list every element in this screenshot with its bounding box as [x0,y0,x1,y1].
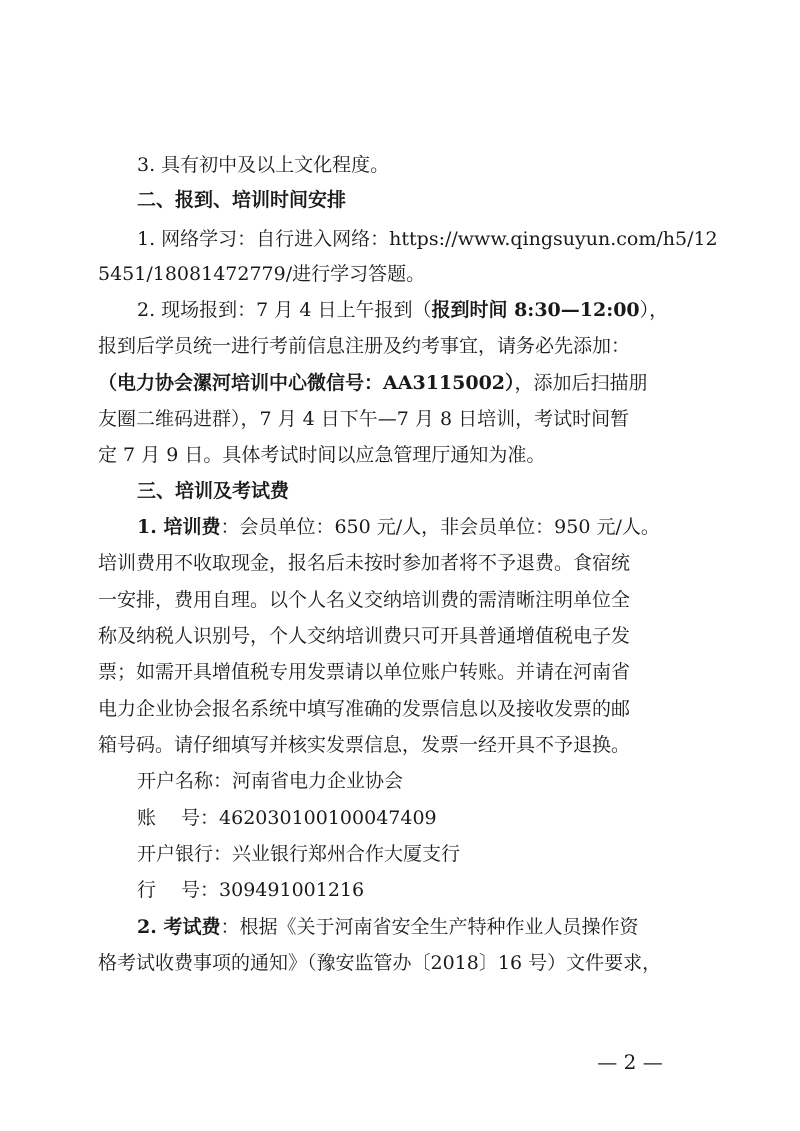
onsite-registration-line-2: 报到后学员统一进行考前信息注册及约考事宜，请务必先添加： [98,335,631,357]
online-study-line-2: 5451/18081472779/进行学习答题。 [98,263,426,285]
wechat-id-text: （电力协会漯河培训中心微信号：AA3115002） [98,372,515,394]
account-number: 账 号：462030100100047409 [137,807,437,829]
training-fee-line-2: 培训费用不收取现金，报名后未按时参加者将不予退费。食宿统 [98,552,631,574]
registration-text-end: ）， [639,299,669,321]
exam-fee-text: ：根据《关于河南省安全生产特种作业人员操作资 [220,916,639,938]
registration-text: 2. 现场报到：7 月 4 日上午报到（ [137,299,432,321]
training-fee-label: 1. 培训费 [137,516,221,538]
bank-code: 行 号：309491001216 [137,879,365,901]
training-fee-line-6: 电力企业协会报名系统中填写准确的发票信息以及接收发票的邮 [98,698,631,720]
onsite-registration-line-4: 友圈二维码进群），7 月 4 日下午—7 月 8 日培训，考试时间暂 [98,408,630,430]
section-heading-fees: 三、培训及考试费 [137,480,290,502]
wechat-instruction: ，添加后扫描朋 [514,372,648,394]
onsite-registration-line-1 [137,298,737,322]
section-heading-schedule: 二、报到、培训时间安排 [137,189,347,211]
training-fee-line-3: 一安排，费用自理。以个人名义交纳培训费的需清晰注明单位全 [98,589,631,611]
exam-fee-line-1 [137,915,737,939]
qualification-item-3: 3. 具有初中及以上文化程度。 [137,154,390,176]
exam-fee-line-2: 格考试收费事项的通知》（豫安监管办〔2018〕16 号）文件要求， [98,952,662,974]
page-number: — 2 — [597,1050,663,1074]
training-fee-line-1 [137,515,737,539]
online-study-line-1: 1. 网络学习：自行进入网络：https://www.qingsuyun.com/h5/12 [137,228,718,250]
training-fee-line-5: 票；如需开具增值税专用发票请以单位账户转账。并请在河南省 [98,661,631,683]
onsite-registration-line-3 [98,371,698,395]
exam-fee-label: 2. 考试费 [137,916,221,938]
onsite-registration-line-5: 定 7 月 9 日。具体考试时间以应急管理厅通知为准。 [98,444,546,466]
account-name: 开户名称：河南省电力企业协会 [137,770,404,792]
registration-time: 报到时间 8:30—12:00 [431,299,640,321]
bank-name: 开户银行：兴业银行郑州合作大厦支行 [137,843,461,865]
training-fee-line-4: 称及纳税人识别号，个人交纳培训费只可开具普通增值税电子发 [98,625,631,647]
training-fee-line-7: 箱号码。请仔细填写并核实发票信息，发票一经开具不予退换。 [98,734,631,756]
training-fee-amounts: ：会员单位：650 元/人，非会员单位：950 元/人。 [220,516,660,538]
